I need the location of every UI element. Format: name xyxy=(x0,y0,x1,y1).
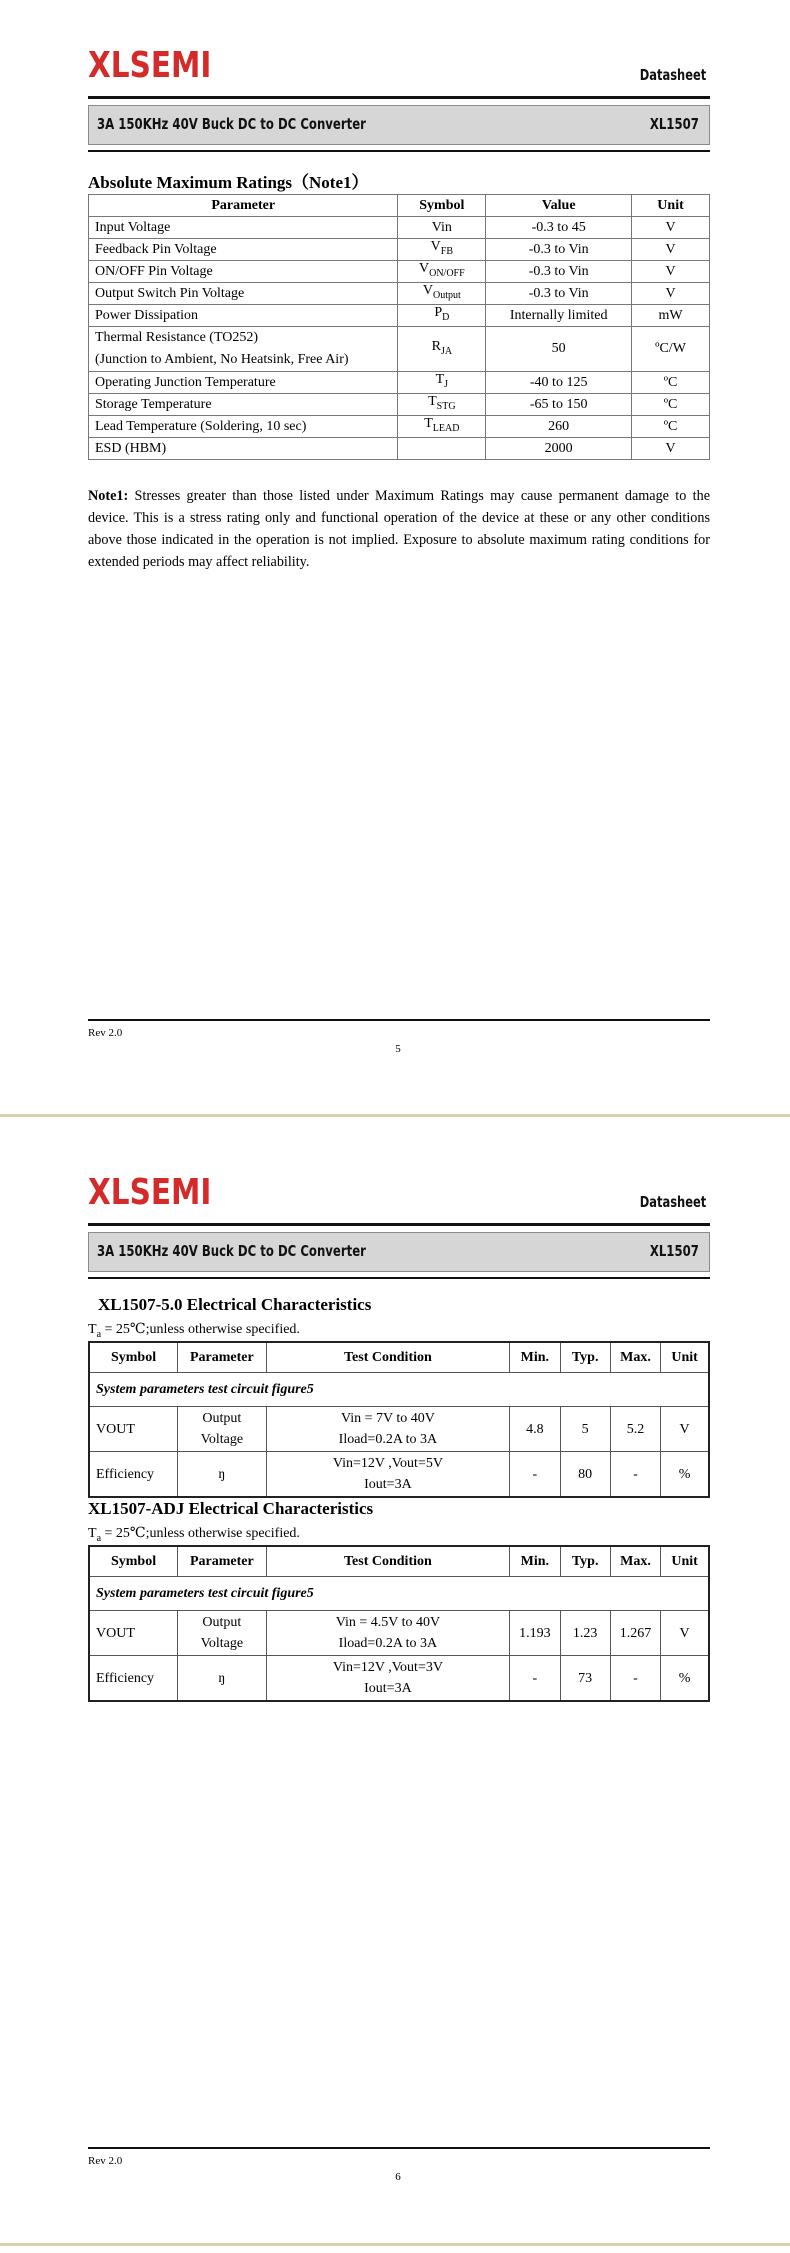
max-cell: - xyxy=(610,1452,660,1498)
note-label: Note1: xyxy=(88,488,129,504)
symbol-cell: $T_{STG}$ xyxy=(398,394,486,416)
unit-cell: V xyxy=(632,283,710,305)
absolute-max-ratings-table xyxy=(88,194,710,460)
unit-cell: ºC/W xyxy=(632,327,710,372)
note-paragraph xyxy=(88,485,710,573)
header-cell: Unit xyxy=(632,195,710,217)
unit-cell: ºC xyxy=(632,394,710,416)
revision: Rev 2.0 xyxy=(88,1027,123,1039)
typ-cell: 5 xyxy=(560,1407,610,1452)
table-row xyxy=(89,438,710,460)
max-cell: - xyxy=(610,1656,660,1702)
system-parameters-row xyxy=(89,1373,709,1407)
unit-cell: ºC xyxy=(632,372,710,394)
parameter-cell: Output Voltage xyxy=(178,1611,267,1656)
unit-cell: V xyxy=(632,217,710,239)
param-cell: Output Switch Pin Voltage xyxy=(89,283,398,305)
section-title: XL1507-ADJ Electrical Characteristics xyxy=(88,1499,374,1518)
header-cell: Unit xyxy=(661,1342,709,1373)
condition-cell: Vin = 7V to 40V Iload=0.2A to 3A xyxy=(266,1407,510,1452)
header-cell: Value xyxy=(486,195,632,217)
table-row xyxy=(89,305,710,327)
symbol-cell: $R_{JA}$ xyxy=(398,327,486,372)
min-cell: - xyxy=(510,1656,560,1702)
value-cell: -0.3 to Vin xyxy=(486,283,632,305)
electrical-characteristics-table-5v xyxy=(88,1341,710,1498)
min-cell: - xyxy=(510,1452,560,1498)
value-cell: -40 to 125 xyxy=(486,372,632,394)
table-row xyxy=(89,239,710,261)
company-logo: XLSEMI xyxy=(88,45,212,86)
header-cell: Unit xyxy=(661,1546,709,1577)
value-cell: 2000 xyxy=(486,438,632,460)
symbol-cell: $T_{LEAD}$ xyxy=(398,416,486,438)
section-title: XL1507-5.0 Electrical Characteristics xyxy=(98,1295,372,1314)
param-cell: Feedback Pin Voltage xyxy=(89,239,398,261)
conditions-note: $T_a$ = 25℃;unless otherwise specified. xyxy=(88,1526,300,1544)
header-cell: Test Condition xyxy=(266,1342,510,1373)
symbol-cell: $V_{FB}$ xyxy=(398,239,486,261)
symbol-cell: $V_{Output}$ xyxy=(398,283,486,305)
param-cell: Power Dissipation xyxy=(89,305,398,327)
table-row xyxy=(89,261,710,283)
symbol-cell: $V_{ON/OFF}$ xyxy=(398,261,486,283)
value-cell: -0.3 to Vin xyxy=(486,261,632,283)
unit-cell: V xyxy=(632,261,710,283)
system-parameters-row xyxy=(89,1577,709,1611)
table-row xyxy=(89,283,710,305)
unit-cell: % xyxy=(661,1452,709,1498)
part-number: XL1507 xyxy=(649,1242,699,1260)
parameter-cell: Output Voltage xyxy=(178,1407,267,1452)
value-cell: Internally limited xyxy=(486,305,632,327)
symbol-cell: VOUT xyxy=(89,1611,178,1656)
note-text: Stresses greater than those listed under Maximum Ratings may cause permanent damage to the device. This is a stress rating only and functional operation of the device at these or any other conditions above those indicated in the operation is not implied. Exposure to absolute maximum rating conditions for extended periods may affect reliability. xyxy=(88,488,710,570)
header-cell: Typ. xyxy=(560,1342,610,1373)
typ-cell: 80 xyxy=(560,1452,610,1498)
param-cell: Input Voltage xyxy=(89,217,398,239)
symbol-cell: Efficiency xyxy=(89,1656,178,1702)
table-header-row xyxy=(89,195,710,217)
table-row xyxy=(89,1452,709,1498)
unit-cell: ºC xyxy=(632,416,710,438)
parameter-cell: ŋ xyxy=(178,1452,267,1498)
table-row xyxy=(89,1656,709,1702)
revision: Rev 2.0 xyxy=(88,2155,123,2167)
unit-cell: V xyxy=(661,1407,709,1452)
value-cell: -0.3 to Vin xyxy=(486,239,632,261)
title-bar xyxy=(88,1232,710,1272)
param-cell: Thermal Resistance (TO252) (Junction to Ambient, No Heatsink, Free Air) xyxy=(89,327,398,372)
symbol-cell: $P_D$ xyxy=(398,305,486,327)
typ-cell: 1.23 xyxy=(560,1611,610,1656)
table-header-row xyxy=(89,1342,709,1373)
unit-cell: mW xyxy=(632,305,710,327)
footer-rule xyxy=(88,2147,710,2149)
header-cell: Parameter xyxy=(178,1342,267,1373)
header-cell: Max. xyxy=(610,1546,660,1577)
param-cell: ON/OFF Pin Voltage xyxy=(89,261,398,283)
unit-cell: V xyxy=(632,438,710,460)
min-cell: 1.193 xyxy=(510,1611,560,1656)
min-cell: 4.8 xyxy=(510,1407,560,1452)
page-5 xyxy=(0,0,790,1112)
param-cell: Operating Junction Temperature xyxy=(89,372,398,394)
value-cell: 260 xyxy=(486,416,632,438)
header-subrule xyxy=(88,1277,710,1279)
value-cell: -0.3 to 45 xyxy=(486,217,632,239)
table-header-row xyxy=(89,1546,709,1577)
title-bar xyxy=(88,105,710,145)
symbol-cell xyxy=(398,438,486,460)
header-cell: Min. xyxy=(510,1342,560,1373)
company-logo: XLSEMI xyxy=(88,1172,212,1213)
page-number: 6 xyxy=(395,2171,401,2183)
symbol-cell: $T_J$ xyxy=(398,372,486,394)
product-title: 3A 150KHz 40V Buck DC to DC Converter xyxy=(97,1242,366,1260)
param-cell: Lead Temperature (Soldering, 10 sec) xyxy=(89,416,398,438)
unit-cell: V xyxy=(632,239,710,261)
table-row xyxy=(89,394,710,416)
header-cell: Typ. xyxy=(560,1546,610,1577)
max-cell: 1.267 xyxy=(610,1611,660,1656)
footer-rule xyxy=(88,1019,710,1021)
condition-cell: Vin=12V ,Vout=3V Iout=3A xyxy=(266,1656,510,1702)
condition-cell: Vin = 4.5V to 40V Iload=0.2A to 3A xyxy=(266,1611,510,1656)
page-separator xyxy=(0,1114,790,1117)
datasheet-label: Datasheet xyxy=(639,66,706,84)
value-cell: 50 xyxy=(486,327,632,372)
page-separator xyxy=(0,2243,790,2246)
header-cell: Parameter xyxy=(89,195,398,217)
table-row xyxy=(89,1407,709,1452)
header-subrule xyxy=(88,150,710,152)
value-cell: -65 to 150 xyxy=(486,394,632,416)
header-cell: Symbol xyxy=(398,195,486,217)
table-row xyxy=(89,1611,709,1656)
condition-cell: Vin=12V ,Vout=5V Iout=3A xyxy=(266,1452,510,1498)
electrical-characteristics-table-adj xyxy=(88,1545,710,1702)
table-row xyxy=(89,327,710,372)
section-title: Absolute Maximum Ratings（Note1） xyxy=(88,173,369,192)
table-row xyxy=(89,416,710,438)
header-cell: Parameter xyxy=(178,1546,267,1577)
conditions-note: $T_a$ = 25℃;unless otherwise specified. xyxy=(88,1322,300,1340)
symbol-cell: VOUT xyxy=(89,1407,178,1452)
part-number: XL1507 xyxy=(649,115,699,133)
page-number: 5 xyxy=(395,1043,401,1055)
header-rule xyxy=(88,1223,710,1226)
symbol-cell: Efficiency xyxy=(89,1452,178,1498)
typ-cell: 73 xyxy=(560,1656,610,1702)
table-row xyxy=(89,217,710,239)
symbol-cell: Vin xyxy=(398,217,486,239)
unit-cell: V xyxy=(661,1611,709,1656)
parameter-cell: ŋ xyxy=(178,1656,267,1702)
header-cell: Min. xyxy=(510,1546,560,1577)
table-row xyxy=(89,372,710,394)
header-cell: Symbol xyxy=(89,1342,178,1373)
max-cell: 5.2 xyxy=(610,1407,660,1452)
system-parameters-label: System parameters test circuit figure5 xyxy=(89,1577,709,1611)
unit-cell: % xyxy=(661,1656,709,1702)
param-cell: Storage Temperature xyxy=(89,394,398,416)
param-cell: ESD (HBM) xyxy=(89,438,398,460)
page-6 xyxy=(0,1127,790,2239)
product-title: 3A 150KHz 40V Buck DC to DC Converter xyxy=(97,115,366,133)
system-parameters-label: System parameters test circuit figure5 xyxy=(89,1373,709,1407)
datasheet-label: Datasheet xyxy=(639,1193,706,1211)
header-rule xyxy=(88,96,710,99)
header-cell: Max. xyxy=(610,1342,660,1373)
header-cell: Test Condition xyxy=(266,1546,510,1577)
header-cell: Symbol xyxy=(89,1546,178,1577)
